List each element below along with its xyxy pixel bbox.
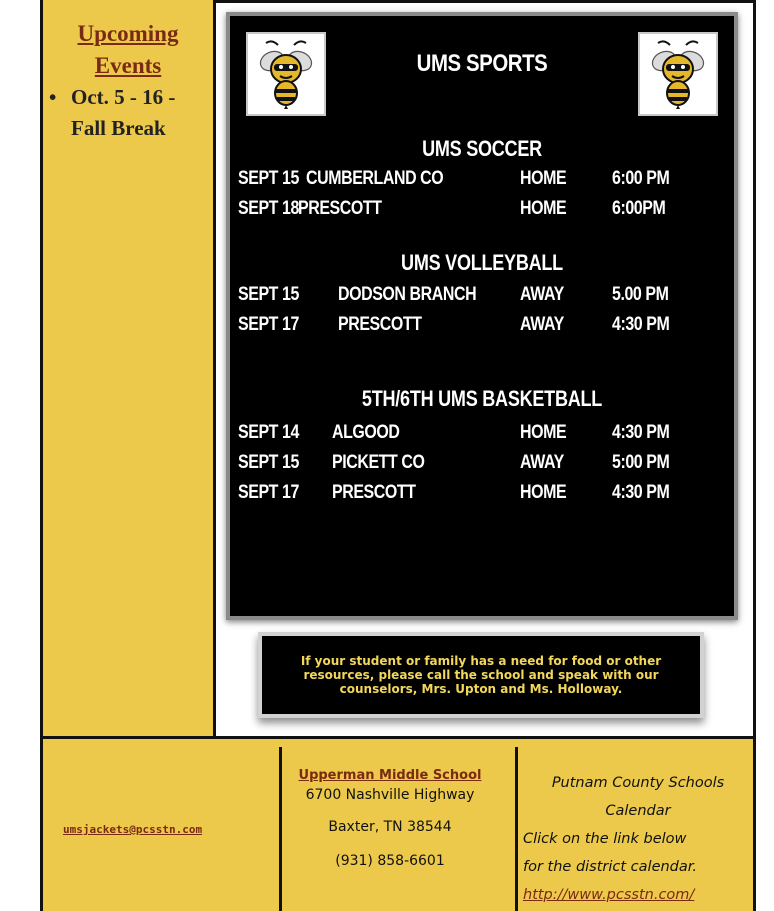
- game-opponent: PICKETT CO: [332, 452, 425, 473]
- district-calendar: [523, 769, 753, 909]
- game-opponent: PRESCOTT: [298, 198, 382, 219]
- game-location: HOME: [520, 168, 567, 189]
- school-contact: [283, 767, 497, 875]
- game-time: 6:00 PM: [612, 168, 670, 189]
- mascot-logo-right: [638, 32, 718, 116]
- game-opponent: CUMBERLAND CO: [306, 168, 444, 189]
- game-time: 5:00 PM: [612, 452, 670, 473]
- game-opponent: ALGOOD: [332, 422, 400, 443]
- game-time: 6:00PM: [612, 198, 666, 219]
- game-date: SEPT 17: [238, 314, 299, 335]
- game-time: 4:30 PM: [612, 482, 670, 503]
- upcoming-events-title: Upcoming Events: [77, 21, 179, 78]
- sports-board-frame: [226, 12, 738, 620]
- game-location: HOME: [520, 198, 567, 219]
- event-item: [49, 82, 207, 144]
- game-time: 4:30 PM: [612, 422, 670, 443]
- calendar-title-line-2: Calendar: [605, 803, 671, 819]
- upcoming-events-sidebar: [40, 0, 216, 736]
- event-text: Oct. 5 - 16 - Fall Break: [71, 85, 176, 140]
- game-location: AWAY: [520, 452, 564, 473]
- game-date: SEPT 15: [238, 284, 299, 305]
- game-time: 4:30 PM: [612, 314, 670, 335]
- game-date: SEPT 17: [238, 482, 299, 503]
- game-location: HOME: [520, 482, 567, 503]
- board-title: UMS SPORTS: [416, 50, 548, 77]
- top-border: [216, 0, 756, 3]
- right-border: [753, 0, 756, 736]
- game-row: [238, 284, 726, 312]
- calendar-instruction-2: for the district calendar.: [523, 859, 698, 875]
- game-date: SEPT 18: [238, 198, 299, 219]
- calendar-link[interactable]: http://www.pcsstn.com/: [523, 887, 695, 903]
- footer-divider: [515, 747, 518, 911]
- game-row: [238, 198, 726, 226]
- notice-text: If your student or family has a need for food or other resources, please call the school and speak with our counselors, Mrs. Upton and Ms. Holloway.: [300, 654, 662, 696]
- resources-notice: [258, 632, 704, 718]
- address-line-1: 6700 Nashville Highway: [305, 787, 475, 803]
- game-location: AWAY: [520, 284, 564, 305]
- game-location: HOME: [520, 422, 567, 443]
- game-date: SEPT 14: [238, 422, 299, 443]
- game-row: [238, 314, 726, 342]
- email-link[interactable]: umsjackets@pcsstn.com: [63, 823, 203, 836]
- game-opponent: DODSON BRANCH: [338, 284, 477, 305]
- game-date: SEPT 15: [238, 452, 299, 473]
- section-heading-soccer: UMS SOCCER: [422, 136, 542, 161]
- events-list: [49, 82, 207, 144]
- bullet: •: [49, 85, 57, 109]
- game-row: [238, 168, 726, 196]
- game-row: [238, 452, 726, 480]
- school-name[interactable]: Upperman Middle School: [298, 768, 482, 783]
- sports-board: [230, 16, 734, 616]
- phone-number: (931) 858-6601: [335, 853, 445, 869]
- game-opponent: PRESCOTT: [332, 482, 416, 503]
- footer: [40, 736, 756, 911]
- game-date: SEPT 15: [238, 168, 299, 189]
- calendar-title-line-1: Putnam County Schools: [551, 775, 725, 791]
- calendar-instruction-1: Click on the link below: [523, 831, 687, 847]
- game-time: 5.00 PM: [612, 284, 669, 305]
- address-line-2: Baxter, TN 38544: [328, 819, 452, 835]
- section-heading-volleyball: UMS VOLLEYBALL: [401, 250, 563, 275]
- game-row: [238, 482, 726, 510]
- footer-divider: [279, 747, 282, 911]
- section-heading-basketball: 5TH/6TH UMS BASKETBALL: [361, 386, 603, 411]
- game-opponent: PRESCOTT: [338, 314, 422, 335]
- game-row: [238, 422, 726, 450]
- game-location: AWAY: [520, 314, 564, 335]
- yellow-jacket-mascot-icon: [646, 39, 710, 109]
